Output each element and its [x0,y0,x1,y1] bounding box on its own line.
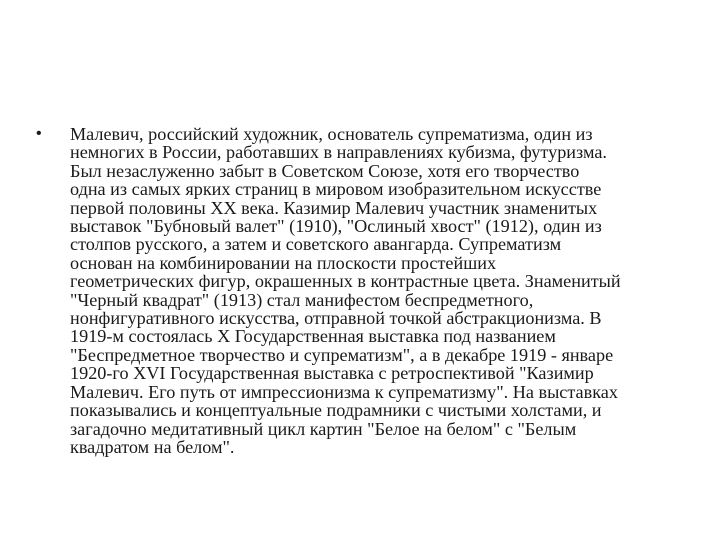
paragraph-line: выставок "Бубновый валет" (1910), "Ослиный хвост" (1912), один из [70,216,602,237]
paragraph-line: 1920-го XVI Государственная выставка с ретроспективой "Казимир [70,363,594,384]
paragraph-line: Был незаслуженно забыт в Советском Союзе, хотя его творчество [70,160,580,181]
paragraph-line: Малевич. Его путь от импрессионизма к супрематизму". На выставках [70,381,618,402]
paragraph-line: квадратом на белом". [70,436,235,457]
paragraph-line: первой половины XX века. Казимир Малевич участник знаменитых [70,197,598,218]
paragraph-line: "Черный квадрат" (1913) стал манифестом беспредметного, [70,289,534,310]
paragraph-line: нонфигуративного искусства, отправной точкой абстракционизма. В [70,308,602,329]
paragraph-line: одна из самых ярких страниц в мировом изобразительном искусстве [70,179,602,200]
paragraph-line: немногих в России, работавших в направлениях кубизма, футуризма. [70,142,607,163]
paragraph-line: загадочно медитативный цикл картин "Белое на белом" с "Белым [70,418,577,439]
paragraph-line: Малевич, российский художник, основатель супрематизма, один из [70,124,593,144]
paragraph-line: столпов русского, а затем и советского авангарда. Супрематизм [70,234,562,255]
paragraph-line: 1919-м состоялась X Государственная выставка под названием [70,326,556,347]
bullet-item-malevich [36,125,686,456]
bullet-marker: • [36,125,42,142]
paragraph-line: "Беспредметное творчество и супрематизм", а в декабре 1919 - январе [70,344,614,365]
paragraph-line: показывались и концептуальные подрамники с чистыми холстами, и [70,400,602,421]
bullet-list [36,125,686,456]
paragraph-line: основан на комбинировании на плоскости простейших [70,252,497,273]
paragraph-line: геометрических фигур, окрашенных в контрастные цвета. Знаменитый [70,271,621,292]
